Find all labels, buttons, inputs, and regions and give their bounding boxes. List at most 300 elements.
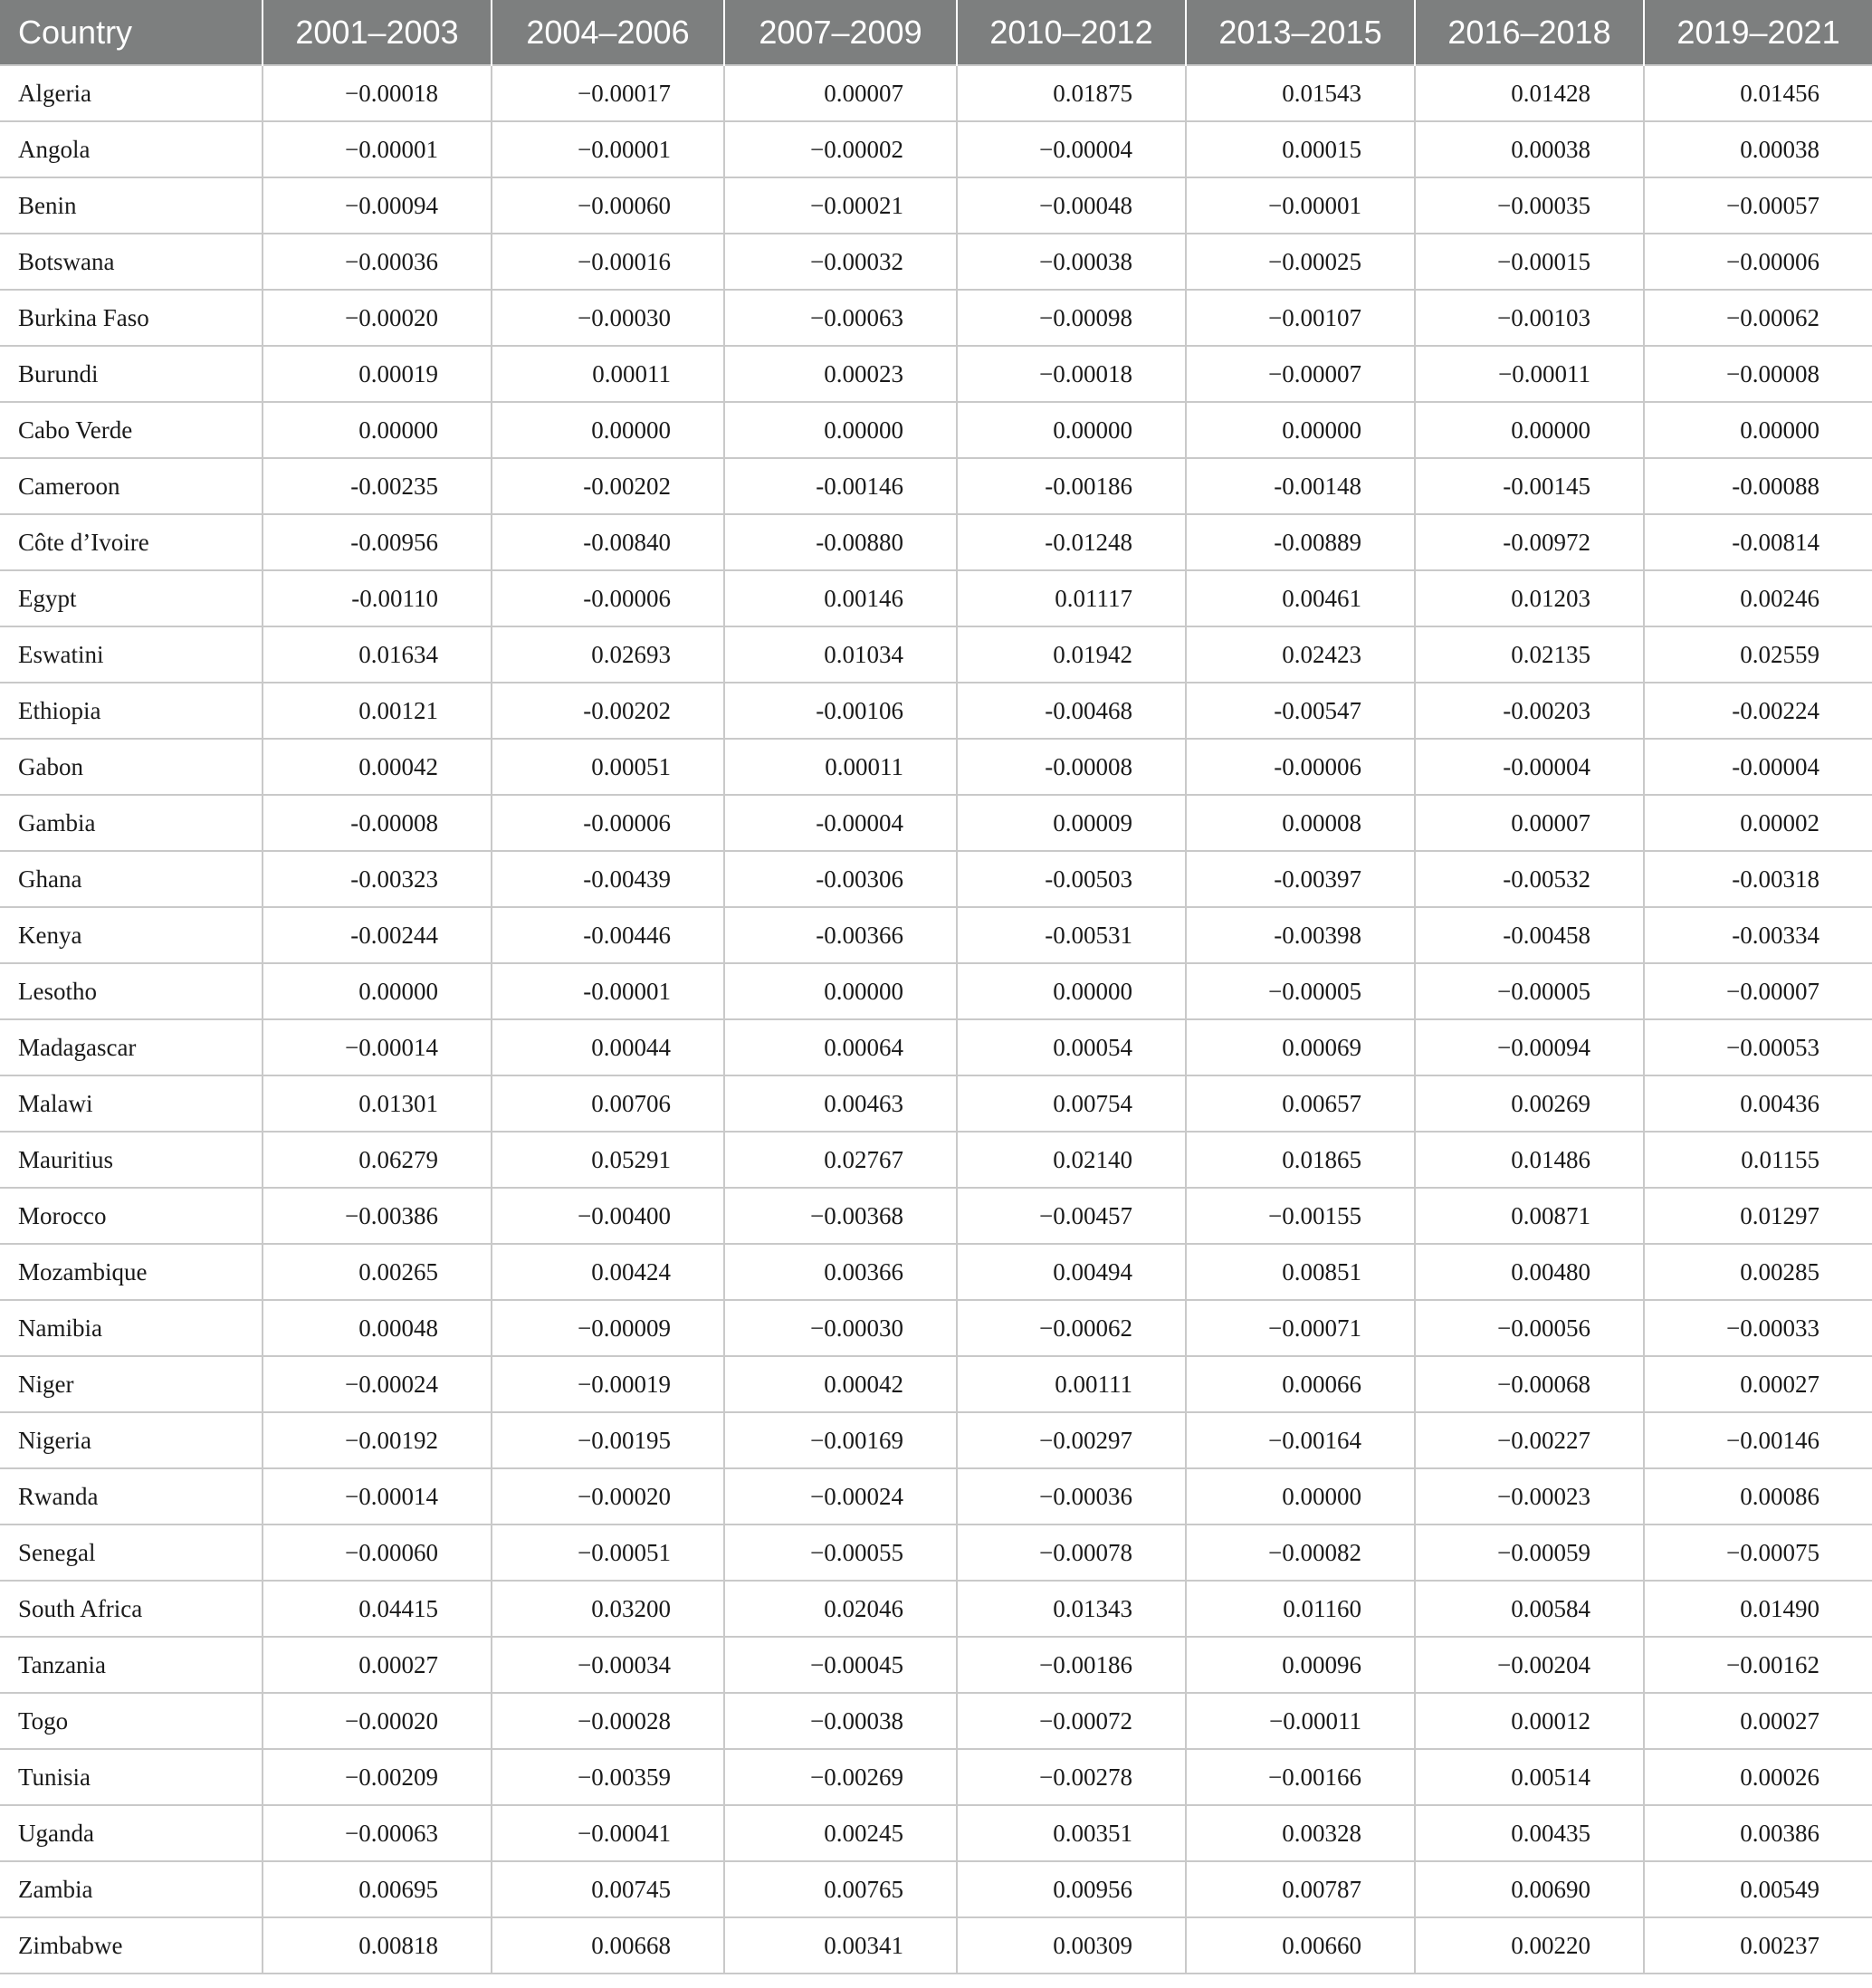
value-cell: -0.00458 — [1415, 907, 1644, 963]
value-cell: −0.00063 — [263, 1805, 492, 1861]
table-row — [0, 739, 1872, 795]
country-name-cell: Malawi — [0, 1075, 263, 1132]
value-cell: −0.00059 — [1415, 1524, 1644, 1581]
value-cell: 0.00011 — [724, 739, 957, 795]
value-cell: 0.01203 — [1415, 570, 1644, 626]
value-cell: -0.00956 — [263, 514, 492, 570]
value-cell: 0.00351 — [957, 1805, 1186, 1861]
value-cell: −0.00400 — [492, 1188, 724, 1244]
value-cell: 0.01486 — [1415, 1132, 1644, 1188]
value-cell: -0.00088 — [1644, 458, 1872, 514]
value-cell: −0.00004 — [957, 121, 1186, 177]
value-cell: 0.00818 — [263, 1917, 492, 1974]
country-name-cell: Gabon — [0, 739, 263, 795]
country-name-cell: Togo — [0, 1693, 263, 1749]
value-cell: 0.00461 — [1186, 570, 1415, 626]
value-cell: −0.00227 — [1415, 1412, 1644, 1468]
value-cell: 0.01301 — [263, 1075, 492, 1132]
value-cell: -0.00203 — [1415, 683, 1644, 739]
value-cell: 0.00146 — [724, 570, 957, 626]
value-cell: -0.00202 — [492, 458, 724, 514]
value-cell: 0.01942 — [957, 626, 1186, 683]
value-cell: −0.00107 — [1186, 290, 1415, 346]
table-row — [0, 346, 1872, 402]
value-cell: 0.00000 — [1186, 402, 1415, 458]
value-cell: −0.00011 — [1415, 346, 1644, 402]
value-cell: −0.00186 — [957, 1637, 1186, 1693]
table-row — [0, 1019, 1872, 1075]
country-name-cell: Lesotho — [0, 963, 263, 1019]
value-cell: 0.00765 — [724, 1861, 957, 1917]
value-cell: −0.00018 — [957, 346, 1186, 402]
value-cell: -0.00306 — [724, 851, 957, 907]
value-cell: −0.00057 — [1644, 177, 1872, 234]
value-cell: -0.00186 — [957, 458, 1186, 514]
value-cell: -0.00146 — [724, 458, 957, 514]
value-cell: −0.00269 — [724, 1749, 957, 1805]
value-cell: 0.00660 — [1186, 1917, 1415, 1974]
value-cell: 0.00069 — [1186, 1019, 1415, 1075]
value-cell: 0.02135 — [1415, 626, 1644, 683]
value-cell: -0.00235 — [263, 458, 492, 514]
value-cell: −0.00038 — [957, 234, 1186, 290]
table-row — [0, 1356, 1872, 1412]
value-cell: −0.00001 — [1186, 177, 1415, 234]
value-cell: -0.00503 — [957, 851, 1186, 907]
value-cell: 0.00002 — [1644, 795, 1872, 851]
table-header — [0, 0, 1872, 65]
value-cell: −0.00020 — [263, 1693, 492, 1749]
value-cell: 0.00042 — [263, 739, 492, 795]
table-row — [0, 626, 1872, 683]
value-cell: −0.00048 — [957, 177, 1186, 234]
value-cell: -0.01248 — [957, 514, 1186, 570]
value-cell: 0.04415 — [263, 1581, 492, 1637]
value-cell: 0.00328 — [1186, 1805, 1415, 1861]
value-cell: 0.01117 — [957, 570, 1186, 626]
value-cell: −0.00038 — [724, 1693, 957, 1749]
value-cell: 0.00000 — [957, 963, 1186, 1019]
value-cell: 0.01490 — [1644, 1581, 1872, 1637]
value-cell: −0.00035 — [1415, 177, 1644, 234]
table-row — [0, 1188, 1872, 1244]
table-row — [0, 851, 1872, 907]
value-cell: −0.00060 — [492, 177, 724, 234]
value-cell: -0.00889 — [1186, 514, 1415, 570]
country-name-cell: Tanzania — [0, 1637, 263, 1693]
value-cell: 0.06279 — [263, 1132, 492, 1188]
value-cell: 0.00549 — [1644, 1861, 1872, 1917]
value-cell: −0.00020 — [492, 1468, 724, 1524]
value-cell: 0.00871 — [1415, 1188, 1644, 1244]
country-name-cell: Niger — [0, 1356, 263, 1412]
value-cell: -0.00446 — [492, 907, 724, 963]
value-cell: -0.00008 — [263, 795, 492, 851]
value-cell: −0.00094 — [1415, 1019, 1644, 1075]
value-cell: 0.00514 — [1415, 1749, 1644, 1805]
value-cell: −0.00019 — [492, 1356, 724, 1412]
value-cell: -0.00004 — [1644, 739, 1872, 795]
value-cell: 0.01343 — [957, 1581, 1186, 1637]
country-name-cell: Ghana — [0, 851, 263, 907]
value-cell: 0.00026 — [1644, 1749, 1872, 1805]
value-cell: 0.00042 — [724, 1356, 957, 1412]
table-row — [0, 1468, 1872, 1524]
value-cell: -0.00106 — [724, 683, 957, 739]
value-cell: −0.00030 — [492, 290, 724, 346]
value-cell: 0.00851 — [1186, 1244, 1415, 1300]
header-row — [0, 0, 1872, 65]
value-cell: −0.00017 — [492, 65, 724, 121]
value-cell: 0.00220 — [1415, 1917, 1644, 1974]
value-cell: 0.02423 — [1186, 626, 1415, 683]
value-cell: −0.00068 — [1415, 1356, 1644, 1412]
value-cell: 0.00690 — [1415, 1861, 1644, 1917]
value-cell: 0.00064 — [724, 1019, 957, 1075]
country-name-cell: Kenya — [0, 907, 263, 963]
value-cell: −0.00036 — [957, 1468, 1186, 1524]
value-cell: −0.00062 — [957, 1300, 1186, 1356]
value-cell: 0.00494 — [957, 1244, 1186, 1300]
column-header-period: 2019–2021 — [1644, 0, 1872, 65]
value-cell: −0.00034 — [492, 1637, 724, 1693]
value-cell: 0.01155 — [1644, 1132, 1872, 1188]
value-cell: −0.00009 — [492, 1300, 724, 1356]
value-cell: −0.00001 — [263, 121, 492, 177]
value-cell: −0.00071 — [1186, 1300, 1415, 1356]
value-cell: 0.00000 — [957, 402, 1186, 458]
value-cell: -0.00318 — [1644, 851, 1872, 907]
value-cell: −0.00195 — [492, 1412, 724, 1468]
table-row — [0, 1244, 1872, 1300]
value-cell: 0.00066 — [1186, 1356, 1415, 1412]
value-cell: 0.01875 — [957, 65, 1186, 121]
value-cell: 0.01428 — [1415, 65, 1644, 121]
value-cell: -0.00531 — [957, 907, 1186, 963]
value-cell: 0.01297 — [1644, 1188, 1872, 1244]
column-header-period: 2016–2018 — [1415, 0, 1644, 65]
value-cell: 0.00038 — [1644, 121, 1872, 177]
value-cell: 0.00285 — [1644, 1244, 1872, 1300]
value-cell: −0.00006 — [1644, 234, 1872, 290]
value-cell: -0.00110 — [263, 570, 492, 626]
value-cell: -0.00145 — [1415, 458, 1644, 514]
table-row — [0, 1637, 1872, 1693]
value-cell: −0.00192 — [263, 1412, 492, 1468]
country-name-cell: Benin — [0, 177, 263, 234]
value-cell: −0.00025 — [1186, 234, 1415, 290]
value-cell: 0.00436 — [1644, 1075, 1872, 1132]
value-cell: −0.00005 — [1186, 963, 1415, 1019]
country-name-cell: Eswatini — [0, 626, 263, 683]
table-row — [0, 458, 1872, 514]
value-cell: −0.00051 — [492, 1524, 724, 1581]
value-cell: 0.00048 — [263, 1300, 492, 1356]
country-name-cell: Mauritius — [0, 1132, 263, 1188]
table-row — [0, 1412, 1872, 1468]
value-cell: 0.00341 — [724, 1917, 957, 1974]
value-cell: 0.00000 — [1415, 402, 1644, 458]
value-cell: 0.00657 — [1186, 1075, 1415, 1132]
table-row — [0, 177, 1872, 234]
value-cell: 0.00424 — [492, 1244, 724, 1300]
value-cell: −0.00098 — [957, 290, 1186, 346]
value-cell: 0.02767 — [724, 1132, 957, 1188]
country-name-cell: Gambia — [0, 795, 263, 851]
column-header-period: 2004–2006 — [492, 0, 724, 65]
value-cell: -0.00972 — [1415, 514, 1644, 570]
country-name-cell: Morocco — [0, 1188, 263, 1244]
value-cell: −0.00007 — [1644, 963, 1872, 1019]
country-name-cell: Cabo Verde — [0, 402, 263, 458]
value-cell: 0.03200 — [492, 1581, 724, 1637]
value-cell: 0.02046 — [724, 1581, 957, 1637]
table-row — [0, 1805, 1872, 1861]
value-cell: -0.00224 — [1644, 683, 1872, 739]
country-name-cell: Tunisia — [0, 1749, 263, 1805]
value-cell: 0.02559 — [1644, 626, 1872, 683]
value-cell: −0.00018 — [263, 65, 492, 121]
value-cell: −0.00386 — [263, 1188, 492, 1244]
value-cell: −0.00063 — [724, 290, 957, 346]
value-cell: −0.00011 — [1186, 1693, 1415, 1749]
value-cell: 0.05291 — [492, 1132, 724, 1188]
country-name-cell: Madagascar — [0, 1019, 263, 1075]
value-cell: 0.00038 — [1415, 121, 1644, 177]
value-cell: −0.00457 — [957, 1188, 1186, 1244]
value-cell: −0.00032 — [724, 234, 957, 290]
value-cell: 0.00000 — [263, 402, 492, 458]
country-name-cell: Mozambique — [0, 1244, 263, 1300]
table-row — [0, 1524, 1872, 1581]
value-cell: −0.00359 — [492, 1749, 724, 1805]
table-row — [0, 234, 1872, 290]
value-cell: -0.00323 — [263, 851, 492, 907]
value-cell: −0.00094 — [263, 177, 492, 234]
table-row — [0, 65, 1872, 121]
value-cell: 0.00007 — [724, 65, 957, 121]
value-cell: 0.00584 — [1415, 1581, 1644, 1637]
value-cell: -0.00398 — [1186, 907, 1415, 963]
column-header-period: 2013–2015 — [1186, 0, 1415, 65]
value-cell: −0.00297 — [957, 1412, 1186, 1468]
value-cell: 0.00011 — [492, 346, 724, 402]
value-cell: 0.01543 — [1186, 65, 1415, 121]
value-cell: 0.02140 — [957, 1132, 1186, 1188]
value-cell: 0.00480 — [1415, 1244, 1644, 1300]
value-cell: −0.00075 — [1644, 1524, 1872, 1581]
value-cell: −0.00008 — [1644, 346, 1872, 402]
country-name-cell: Côte d’Ivoire — [0, 514, 263, 570]
value-cell: -0.00008 — [957, 739, 1186, 795]
value-cell: 0.00012 — [1415, 1693, 1644, 1749]
value-cell: -0.00439 — [492, 851, 724, 907]
table-row — [0, 121, 1872, 177]
value-cell: 0.00246 — [1644, 570, 1872, 626]
value-cell: 0.00000 — [724, 963, 957, 1019]
value-cell: −0.00204 — [1415, 1637, 1644, 1693]
value-cell: −0.00033 — [1644, 1300, 1872, 1356]
value-cell: −0.00041 — [492, 1805, 724, 1861]
country-name-cell: Angola — [0, 121, 263, 177]
value-cell: 0.00265 — [263, 1244, 492, 1300]
value-cell: −0.00103 — [1415, 290, 1644, 346]
table-row — [0, 963, 1872, 1019]
table-row — [0, 1075, 1872, 1132]
value-cell: -0.00006 — [492, 795, 724, 851]
value-cell: 0.01456 — [1644, 65, 1872, 121]
country-name-cell: Cameroon — [0, 458, 263, 514]
value-cell: −0.00209 — [263, 1749, 492, 1805]
value-cell: −0.00162 — [1644, 1637, 1872, 1693]
value-cell: 0.00054 — [957, 1019, 1186, 1075]
value-cell: 0.00668 — [492, 1917, 724, 1974]
value-cell: −0.00024 — [724, 1468, 957, 1524]
value-cell: −0.00014 — [263, 1468, 492, 1524]
value-cell: 0.00366 — [724, 1244, 957, 1300]
value-cell: 0.00000 — [263, 963, 492, 1019]
value-cell: 0.00463 — [724, 1075, 957, 1132]
value-cell: −0.00078 — [957, 1524, 1186, 1581]
value-cell: −0.00021 — [724, 177, 957, 234]
value-cell: −0.00001 — [492, 121, 724, 177]
value-cell: -0.00468 — [957, 683, 1186, 739]
table-row — [0, 795, 1872, 851]
value-cell: −0.00023 — [1415, 1468, 1644, 1524]
value-cell: 0.00027 — [1644, 1693, 1872, 1749]
value-cell: −0.00072 — [957, 1693, 1186, 1749]
country-name-cell: Nigeria — [0, 1412, 263, 1468]
value-cell: 0.00787 — [1186, 1861, 1415, 1917]
value-cell: -0.00840 — [492, 514, 724, 570]
value-cell: −0.00060 — [263, 1524, 492, 1581]
value-cell: −0.00146 — [1644, 1412, 1872, 1468]
value-cell: -0.00880 — [724, 514, 957, 570]
value-cell: 0.00015 — [1186, 121, 1415, 177]
value-cell: 0.00269 — [1415, 1075, 1644, 1132]
value-cell: −0.00007 — [1186, 346, 1415, 402]
value-cell: 0.00051 — [492, 739, 724, 795]
value-cell: 0.00111 — [957, 1356, 1186, 1412]
value-cell: 0.00386 — [1644, 1805, 1872, 1861]
value-cell: −0.00164 — [1186, 1412, 1415, 1468]
country-name-cell: Algeria — [0, 65, 263, 121]
value-cell: −0.00020 — [263, 290, 492, 346]
value-cell: 0.00044 — [492, 1019, 724, 1075]
value-cell: 0.00237 — [1644, 1917, 1872, 1974]
value-cell: −0.00055 — [724, 1524, 957, 1581]
value-cell: -0.00148 — [1186, 458, 1415, 514]
value-cell: 0.00956 — [957, 1861, 1186, 1917]
value-cell: −0.00368 — [724, 1188, 957, 1244]
value-cell: −0.00024 — [263, 1356, 492, 1412]
value-cell: 0.00019 — [263, 346, 492, 402]
value-cell: -0.00547 — [1186, 683, 1415, 739]
value-cell: 0.01160 — [1186, 1581, 1415, 1637]
value-cell: -0.00202 — [492, 683, 724, 739]
table-row — [0, 1749, 1872, 1805]
table-row — [0, 514, 1872, 570]
value-cell: -0.00006 — [1186, 739, 1415, 795]
column-header-period: 2007–2009 — [724, 0, 957, 65]
value-cell: 0.00000 — [1644, 402, 1872, 458]
value-cell: −0.00082 — [1186, 1524, 1415, 1581]
value-cell: 0.01865 — [1186, 1132, 1415, 1188]
value-cell: 0.00706 — [492, 1075, 724, 1132]
country-name-cell: Uganda — [0, 1805, 263, 1861]
value-cell: 0.02693 — [492, 626, 724, 683]
value-cell: −0.00005 — [1415, 963, 1644, 1019]
value-cell: −0.00015 — [1415, 234, 1644, 290]
table-body — [0, 65, 1872, 1974]
value-cell: 0.00245 — [724, 1805, 957, 1861]
value-cell: 0.00309 — [957, 1917, 1186, 1974]
value-cell: −0.00045 — [724, 1637, 957, 1693]
table-row — [0, 1693, 1872, 1749]
table-row — [0, 1300, 1872, 1356]
country-name-cell: Rwanda — [0, 1468, 263, 1524]
value-cell: 0.00027 — [1644, 1356, 1872, 1412]
value-cell: −0.00030 — [724, 1300, 957, 1356]
value-cell: 0.00086 — [1644, 1468, 1872, 1524]
value-cell: −0.00036 — [263, 234, 492, 290]
value-cell: 0.00000 — [1186, 1468, 1415, 1524]
value-cell: -0.00334 — [1644, 907, 1872, 963]
value-cell: −0.00053 — [1644, 1019, 1872, 1075]
value-cell: -0.00532 — [1415, 851, 1644, 907]
value-cell: 0.00000 — [492, 402, 724, 458]
value-cell: −0.00016 — [492, 234, 724, 290]
value-cell: −0.00028 — [492, 1693, 724, 1749]
value-cell: -0.00006 — [492, 570, 724, 626]
value-cell: −0.00014 — [263, 1019, 492, 1075]
table-row — [0, 570, 1872, 626]
value-cell: -0.00366 — [724, 907, 957, 963]
value-cell: 0.00000 — [724, 402, 957, 458]
column-header-period: 2001–2003 — [263, 0, 492, 65]
value-cell: 0.01634 — [263, 626, 492, 683]
value-cell: −0.00155 — [1186, 1188, 1415, 1244]
table-row — [0, 402, 1872, 458]
value-cell: -0.00814 — [1644, 514, 1872, 570]
value-cell: 0.00027 — [263, 1637, 492, 1693]
value-cell: -0.00397 — [1186, 851, 1415, 907]
value-cell: −0.00002 — [724, 121, 957, 177]
table-row — [0, 1861, 1872, 1917]
value-cell: -0.00001 — [492, 963, 724, 1019]
value-cell: 0.00008 — [1186, 795, 1415, 851]
column-header-period: 2010–2012 — [957, 0, 1186, 65]
value-cell: 0.00121 — [263, 683, 492, 739]
value-cell: −0.00056 — [1415, 1300, 1644, 1356]
table-row — [0, 1581, 1872, 1637]
value-cell: 0.00007 — [1415, 795, 1644, 851]
value-cell: 0.00435 — [1415, 1805, 1644, 1861]
value-cell: −0.00169 — [724, 1412, 957, 1468]
value-cell: -0.00004 — [1415, 739, 1644, 795]
value-cell: 0.00745 — [492, 1861, 724, 1917]
value-cell: −0.00062 — [1644, 290, 1872, 346]
value-cell: 0.00096 — [1186, 1637, 1415, 1693]
value-cell: −0.00166 — [1186, 1749, 1415, 1805]
value-cell: −0.00278 — [957, 1749, 1186, 1805]
country-name-cell: Botswana — [0, 234, 263, 290]
country-name-cell: Burkina Faso — [0, 290, 263, 346]
country-name-cell: Burundi — [0, 346, 263, 402]
value-cell: 0.00695 — [263, 1861, 492, 1917]
country-name-cell: Senegal — [0, 1524, 263, 1581]
table-row — [0, 907, 1872, 963]
